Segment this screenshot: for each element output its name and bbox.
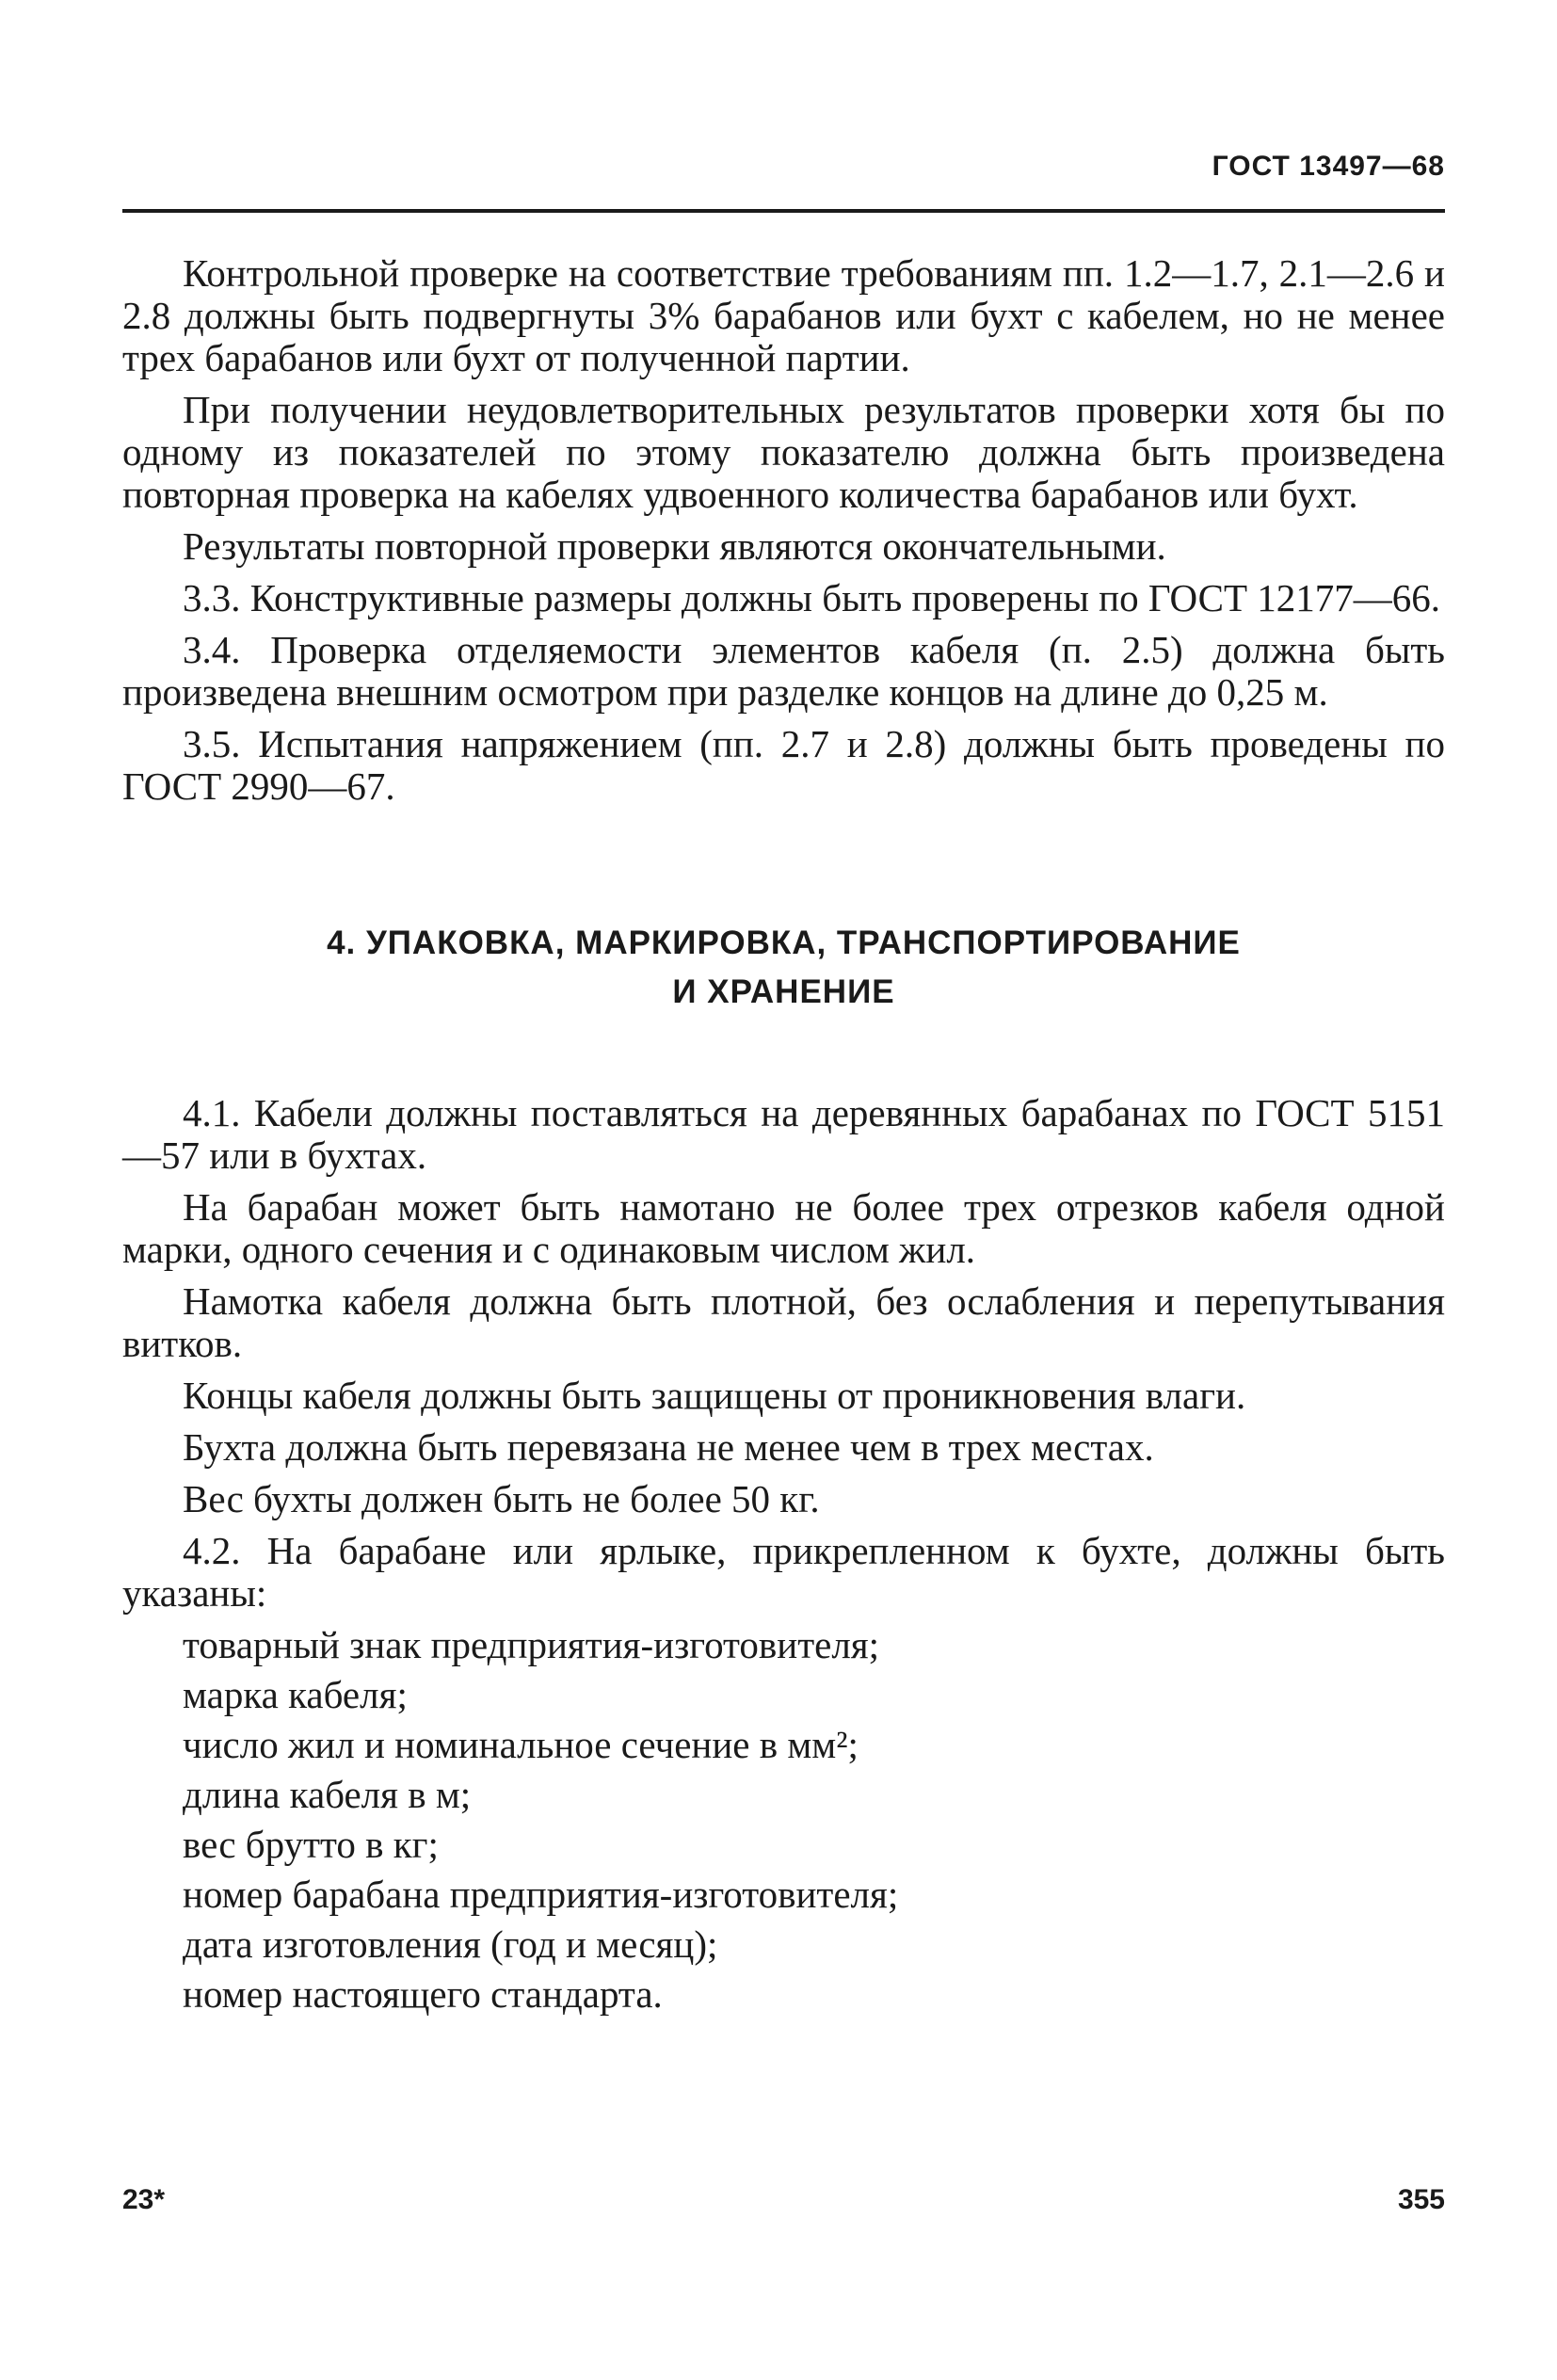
paragraph: Намотка кабеля должна быть плотной, без ослабления и перепутывания витков.	[122, 1279, 1445, 1365]
paragraph: При получении неудовлетворительных результатов проверки хотя бы по одному из показателей по этому показателю должна быть произведена повторная проверка на кабелях удвоенного количества барабанов или бухт.	[122, 388, 1445, 516]
list-item: число жил и номинальное сечение в мм²;	[183, 1723, 859, 1766]
paragraph: Контрольной проверке на соответствие требованиям пп. 1.2—1.7, 2.1—2.6 и 2.8 должны быть подвергнуты 3% барабанов или бухт с кабелем, но не менее трех барабанов или бухт от полученной партии.	[122, 251, 1445, 379]
paragraph: Результаты повторной проверки являются окончательными.	[183, 524, 1166, 568]
section-title	[122, 919, 1445, 1017]
list-item: марка кабеля;	[183, 1673, 408, 1716]
document-header-code: ГОСТ 13497—68	[1212, 151, 1445, 182]
paragraph-4-2: 4.2. На барабане или ярлыке, прикрепленном к бухте, должны быть указаны:	[122, 1529, 1445, 1615]
list-item: длина кабеля в м;	[183, 1773, 472, 1816]
header-rule	[122, 209, 1445, 213]
section-title-line-2: И ХРАНЕНИЕ	[672, 973, 895, 1010]
paragraph: На барабан может быть намотано не более трех отрезков кабеля одной марки, одного сечения и с одинаковым числом жил.	[122, 1185, 1445, 1271]
section-title-line-1: 4. УПАКОВКА, МАРКИРОВКА, ТРАНСПОРТИРОВАНИЕ	[327, 925, 1241, 961]
paragraph-3-4: 3.4. Проверка отделяемости элементов кабеля (п. 2.5) должна быть произведена внешним осмотром при разделке концов на длине до 0,25 м.	[122, 628, 1445, 714]
list-item: номер настоящего стандарта.	[183, 1972, 663, 2016]
list-item: номер барабана предприятия-изготовителя;	[183, 1873, 899, 1916]
paragraph-3-3: 3.3. Конструктивные размеры должны быть проверены по ГОСТ 12177—66.	[183, 576, 1441, 619]
footer-signature-mark: 23*	[122, 2184, 166, 2215]
list-item: вес брутто в кг;	[183, 1823, 439, 1866]
document-body	[122, 252, 1445, 2023]
paragraph-3-5: 3.5. Испытания напряжением (пп. 2.7 и 2.8) должны быть проведены по ГОСТ 2990—67.	[122, 722, 1445, 808]
paragraph: Концы кабеля должны быть защищены от проникновения влаги.	[183, 1374, 1246, 1417]
paragraph: Бухта должна быть перевязана не менее чем в трех местах.	[183, 1425, 1154, 1469]
list-item: товарный знак предприятия-изготовителя;	[183, 1623, 880, 1666]
paragraph: Вес бухты должен быть не более 50 кг.	[183, 1477, 820, 1520]
page-number: 355	[1397, 2184, 1445, 2215]
list-item: дата изготовления (год и месяц);	[183, 1922, 718, 1966]
paragraph-4-1: 4.1. Кабели должны поставляться на деревянных барабанах по ГОСТ 5151—57 или в бухтах.	[122, 1091, 1445, 1177]
